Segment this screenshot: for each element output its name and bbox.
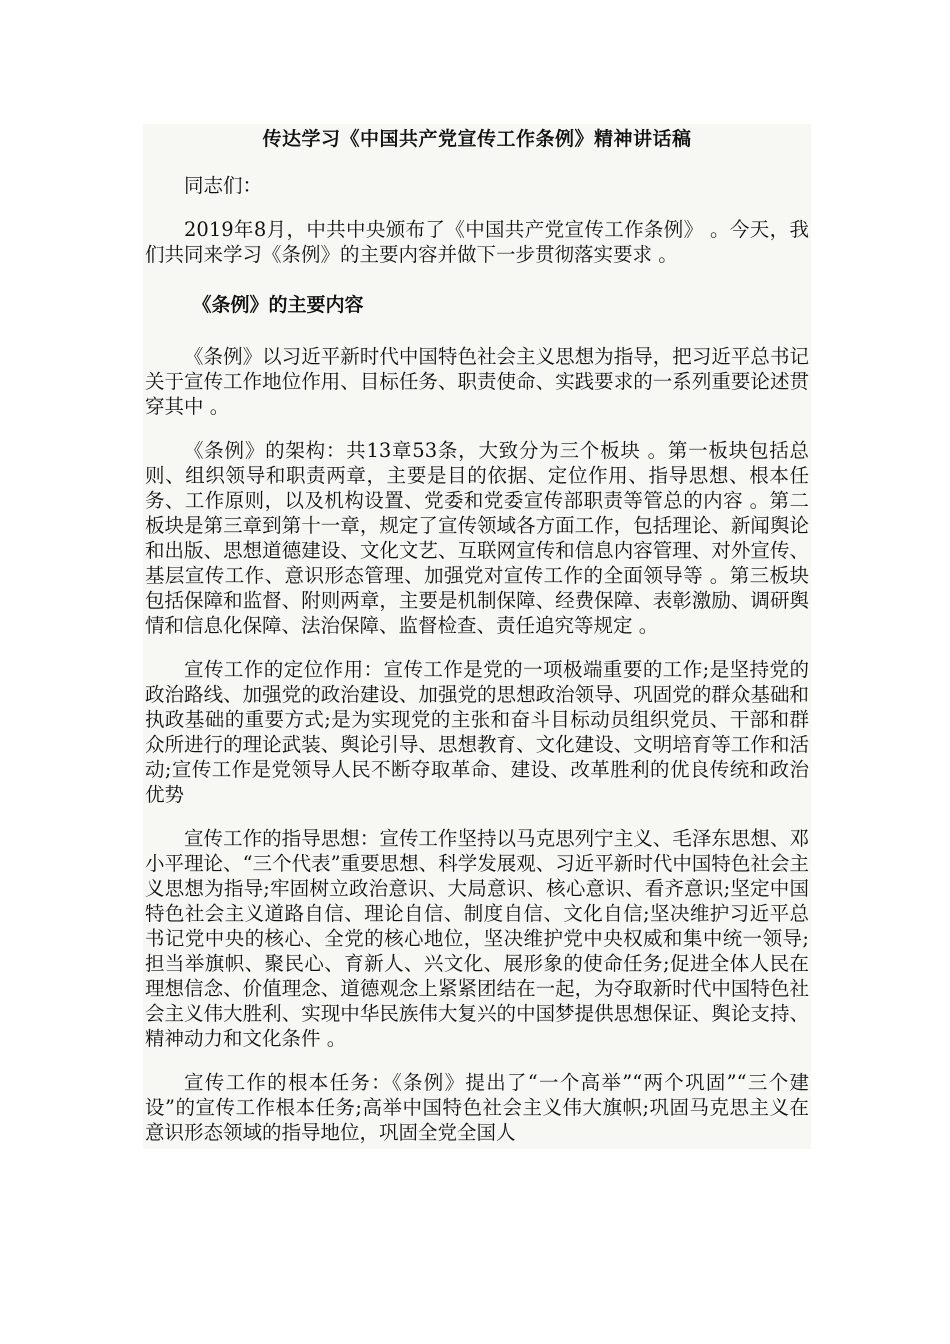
intro-paragraph: 2019年8月，中共中央颁布了《中国共产党宣传工作条例》 。今天，我们共同来学习《条例》的主要内容并做下一步贯彻落实要求 。 xyxy=(145,218,809,266)
paragraph-fundamental-task: 宣传工作的根本任务：《条例》提出了“一个高举”“两个巩固”“三个建设”的宣传工作根本任务;高举中国特色社会主义伟大旗帜;巩固马克思主义在意识形态领域的指导地位，巩固全党全国人 xyxy=(145,1071,809,1144)
document-title: 传达学习《中国共产党宣传工作条例》精神讲话稿 xyxy=(262,128,692,150)
section-heading: 《条例》的主要内容 xyxy=(192,294,364,316)
paragraph-structure: 《条例》的架构：共13章53条，大致分为三个板块 。第一板块包括总则、组织领导和职责两章，主要是目的依据、定位作用、指导思想、根本任务、工作原则，以及机构设置、党委和党委宣传部职责等管总的内容 。第二板块是第三章到第十一章，规定了宣传领域各方面工作，包括理论、新闻舆论和出版、思想道德建设、文化文艺、互联网宣传和信息内容管理、对外宣传、基层宣传工作、意识形态管理、加强党对宣传工作的全面领导等 。第三板块包括保障和监督、附则两章，主要是机制保障、经费保障、表彰激励、调研舆情和信息化保障、法治保障、监督检查、责任追究等规定 。 xyxy=(145,439,809,637)
paragraph-guiding-thought: 宣传工作的指导思想：宣传工作坚持以马克思列宁主义、毛泽东思想、邓小平理论、“三个代表”重要思想、科学发展观、习近平新时代中国特色社会主义思想为指导;牢固树立政治意识、大局意识、核心意识、看齐意识;坚定中国特色社会主义道路自信、理论自信、制度自信、文化自信;坚决维护习近平总书记党中央的核心、全党的核心地位，坚决维护党中央权威和集中统一领导;担当举旗帜、聚民心、育新人、兴文化、展形象的使命任务;促进全体人民在理想信念、价值理念、道德观念上紧紧团结在一起，为夺取新时代中国特色社会主义伟大胜利、实现中华民族伟大复兴的中国梦提供思想保证、舆论支持、精神动力和文化条件 。 xyxy=(145,827,809,1050)
document-page xyxy=(143,124,811,1149)
paragraph-guidance: 《条例》以习近平新时代中国特色社会主义思想为指导，把习近平总书记关于宣传工作地位作用、目标任务、职责使命、实践要求的一系列重要论述贯穿其中 。 xyxy=(145,345,809,418)
paragraph-positioning: 宣传工作的定位作用：宣传工作是党的一项极端重要的工作;是坚持党的政治路线、加强党的政治建设、加强党的思想政治领导、巩固党的群众基础和执政基础的重要方式;是为实现党的主张和奋斗目标动员组织党员、干部和群众所进行的理论武装、舆论引导、思想教育、文化建设、文明培育等工作和活动;宣传工作是党领导人民不断夺取革命、建设、改革胜利的优良传统和政治优势 xyxy=(145,658,809,806)
salutation: 同志们： xyxy=(184,174,263,197)
